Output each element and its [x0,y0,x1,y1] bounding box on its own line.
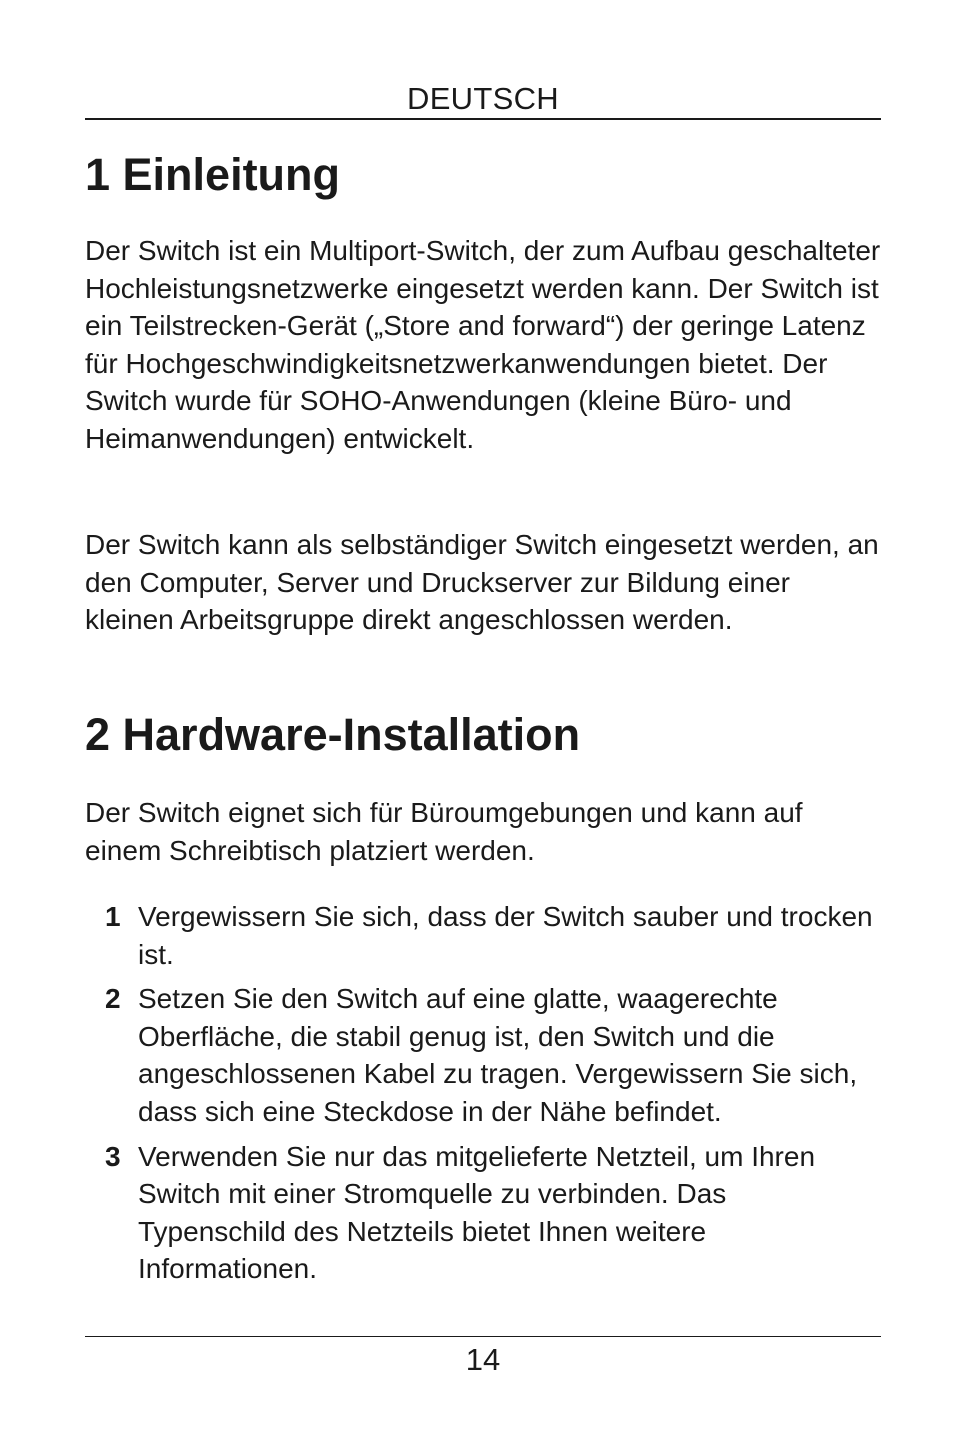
step-text: Setzen Sie den Switch auf eine glatte, waagerechte Oberfläche, die stabil genug ist, den Switch und die angeschlossenen Kabel zu tragen. Vergewissern Sie sich, dass sich eine Steckdose in der Nähe befindet. [138,983,858,1127]
list-item [105,1138,881,1288]
language-label: DEUTSCH [407,81,559,116]
list-item [105,898,881,973]
step-text: Vergewissern Sie sich, dass der Switch sauber und trocken ist. [138,901,873,970]
intro-paragraph-1: Der Switch ist ein Multiport-Switch, der zum Aufbau geschalteter Hochleistungsnetzwerke eingesetzt werden kann. Der Switch ist ein Teilstrecken-Gerät („Store and forward“) der geringe Latenz für Hochgeschwindigkeitsnetzwerkanwendungen bietet. Der Switch wurde für SOHO-Anwendungen (kleine Büro- und Heimanwendungen) entwickelt. [85,235,881,454]
step-number: 3 [105,1140,121,1172]
list-item [105,980,881,1130]
document-page [85,0,881,1433]
hardware-paragraph: Der Switch eignet sich für Büroumgebungen und kann auf einem Schreibtisch platziert werden. [85,797,803,866]
section-heading-hardware-installation: 2 Hardware-Installation [85,709,581,760]
step-number: 1 [105,901,121,932]
step-text: Verwenden Sie nur das mitgelieferte Netzteil, um Ihren Switch mit einer Stromquelle zu verbinden. Das Typenschild des Netzteils bietet Ihnen weitere Informationen. [138,1140,816,1285]
installation-steps-list [105,898,881,1288]
page-header [85,76,881,120]
section-heading-introduction: 1 Einleitung [85,149,341,200]
intro-paragraph-2: Der Switch kann als selbständiger Switch eingesetzt werden, an den Computer, Server und Druckserver zur Bildung einer kleinen Arbeitsgruppe direkt angeschlossen werden. [85,529,879,636]
page-number: 14 [465,1342,501,1377]
step-number: 2 [105,983,121,1015]
footer-divider [85,1336,881,1337]
